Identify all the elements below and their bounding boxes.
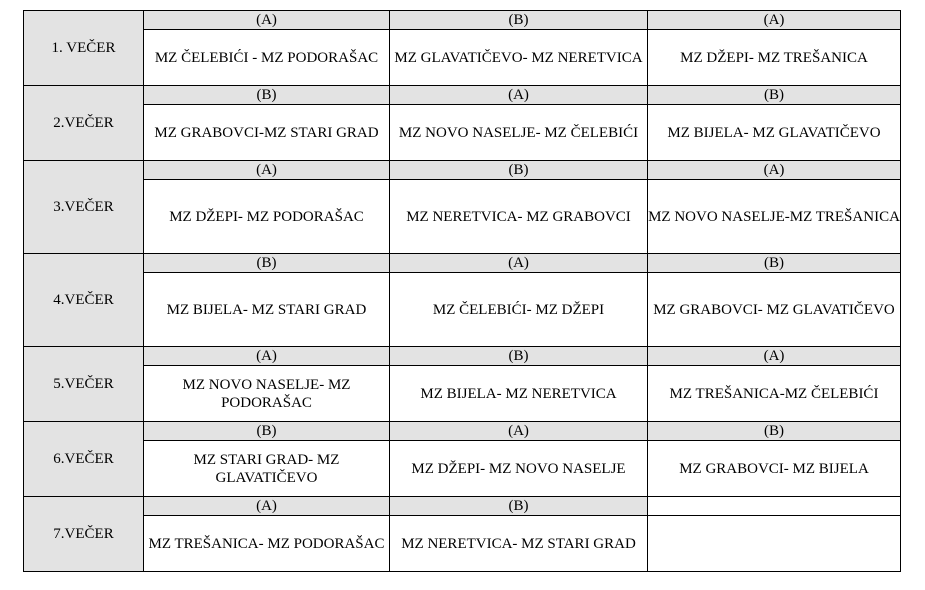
group-label: (B) [648, 86, 901, 105]
group-label: (B) [648, 254, 901, 273]
evening-label: 1. VEČER [24, 11, 144, 86]
match-text: MZ NOVO NASELJE- MZ PODORAŠAC [182, 376, 351, 411]
match-text: MZ DŽEPI- MZ TREŠANICA [680, 49, 868, 66]
match-cell [144, 30, 390, 86]
match-row [24, 516, 901, 572]
match-cell [648, 30, 901, 86]
match-text: MZ NERETVICA- MZ GRABOVCI [406, 208, 631, 225]
group-label: (A) [648, 11, 901, 30]
evening-label: 2.VEČER [24, 86, 144, 161]
group-row [24, 347, 901, 366]
evening-label: 4.VEČER [24, 254, 144, 347]
match-cell [390, 105, 648, 161]
match-cell [144, 273, 390, 347]
match-text: MZ BIJELA- MZ GLAVATIČEVO [667, 124, 881, 141]
match-text: MZ GLAVATIČEVO- MZ NERETVICA [394, 49, 643, 66]
group-label: (B) [390, 11, 648, 30]
match-cell [648, 516, 901, 572]
match-cell [390, 516, 648, 572]
match-text: MZ BIJELA- MZ NERETVICA [420, 385, 617, 402]
group-label: (A) [144, 161, 390, 180]
group-row [24, 497, 901, 516]
match-text: MZ TREŠANICA- MZ PODORAŠAC [148, 535, 385, 552]
match-text: MZ ČELEBIĆI - MZ PODORAŠAC [154, 49, 379, 66]
group-row [24, 86, 901, 105]
match-cell [390, 441, 648, 497]
group-label: (B) [144, 254, 390, 273]
match-row [24, 441, 901, 497]
evening-label: 6.VEČER [24, 422, 144, 497]
group-label: (A) [390, 86, 648, 105]
match-text: MZ NERETVICA- MZ STARI GRAD [401, 535, 636, 552]
group-label: (A) [144, 347, 390, 366]
match-text: MZ DŽEPI- MZ NOVO NASELJE [411, 460, 626, 477]
group-label: (B) [144, 422, 390, 441]
group-row [24, 11, 901, 30]
evening-label: 7.VEČER [24, 497, 144, 572]
match-row [24, 366, 901, 422]
match-cell [648, 105, 901, 161]
match-text: MZ GRABOVCI- MZ GLAVATIČEVO [653, 301, 895, 318]
match-text: MZ ČELEBIĆI- MZ DŽEPI [432, 301, 605, 318]
group-label: (B) [390, 161, 648, 180]
group-label [648, 497, 901, 516]
match-text: MZ GRABOVCI- MZ BIJELA [679, 460, 869, 477]
group-label: (A) [144, 11, 390, 30]
group-label: (B) [648, 422, 901, 441]
match-cell [144, 516, 390, 572]
match-text: MZ TREŠANICA-MZ ČELEBIĆI [669, 385, 879, 402]
group-label: (A) [648, 161, 901, 180]
group-label: (B) [144, 86, 390, 105]
evening-label: 5.VEČER [24, 347, 144, 422]
match-cell [648, 273, 901, 347]
group-label: (B) [390, 497, 648, 516]
match-text: MZ DŽEPI- MZ PODORAŠAC [169, 208, 364, 225]
match-cell [390, 30, 648, 86]
match-cell [144, 105, 390, 161]
group-row [24, 161, 901, 180]
schedule-table [23, 10, 901, 572]
match-cell [648, 180, 901, 254]
match-text: MZ NOVO NASELJE-MZ TREŠANICA [648, 208, 900, 225]
match-cell [144, 441, 390, 497]
match-row [24, 30, 901, 86]
match-text: MZ STARI GRAD- MZ GLAVATIČEVO [193, 451, 340, 486]
match-text: MZ BIJELA- MZ STARI GRAD [166, 301, 367, 318]
match-cell [648, 441, 901, 497]
match-cell [390, 366, 648, 422]
match-cell [390, 273, 648, 347]
match-text: MZ NOVO NASELJE- MZ ČELEBIĆI [398, 124, 639, 141]
evening-label: 3.VEČER [24, 161, 144, 254]
group-row [24, 254, 901, 273]
group-label: (B) [390, 347, 648, 366]
group-label: (A) [390, 254, 648, 273]
match-text: MZ GRABOVCI-MZ STARI GRAD [154, 124, 379, 141]
group-label: (A) [648, 347, 901, 366]
match-row [24, 180, 901, 254]
group-label: (A) [390, 422, 648, 441]
group-row [24, 422, 901, 441]
match-cell [390, 180, 648, 254]
match-cell [144, 180, 390, 254]
match-row [24, 105, 901, 161]
group-label: (A) [144, 497, 390, 516]
match-row [24, 273, 901, 347]
match-cell [144, 366, 390, 422]
match-cell [648, 366, 901, 422]
